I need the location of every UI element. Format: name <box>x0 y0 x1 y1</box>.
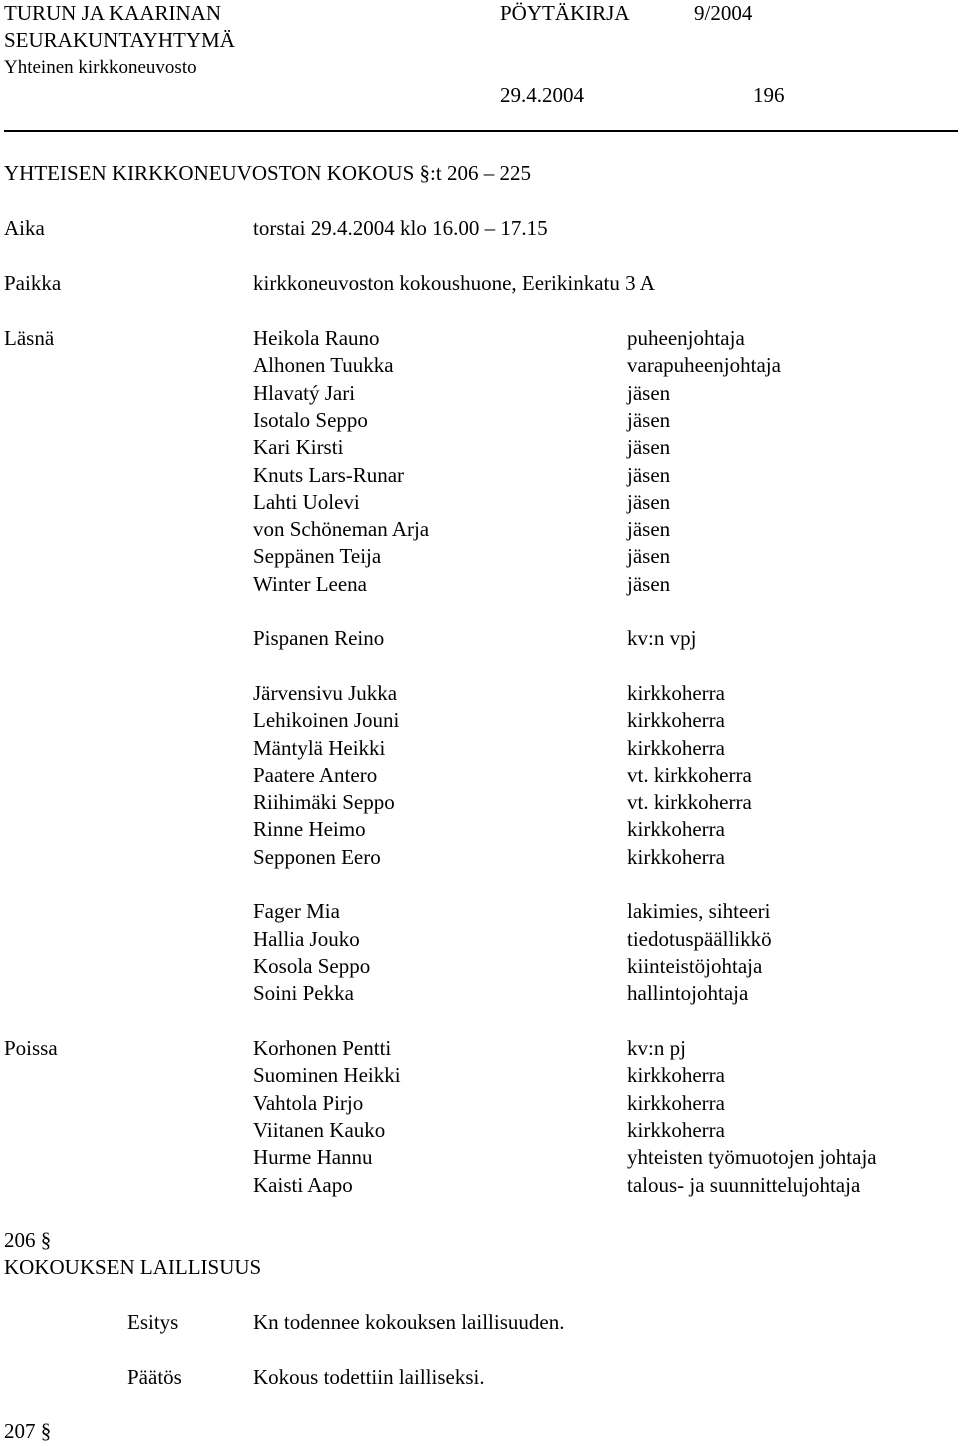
attendee-name: Knuts Lars-Runar <box>253 462 405 487</box>
attendee-name: Rinne Heimo <box>253 817 366 842</box>
attendee-name: Mäntylä Heikki <box>253 735 386 760</box>
attendee-name: von Schöneman Arja <box>253 517 430 542</box>
attendee-name: Riihimäki Seppo <box>253 790 395 815</box>
attendee-role: hallintojohtaja <box>627 981 749 1006</box>
time-label: Aika <box>4 216 45 240</box>
attendee-role: lakimies, sihteeri <box>627 899 771 924</box>
attendee-role: kirkkoherra <box>627 817 725 842</box>
org-body-name: Yhteinen kirkkoneuvosto <box>4 57 197 78</box>
header-divider <box>4 130 958 132</box>
attendee-name: Seppänen Teija <box>253 544 382 569</box>
attendee-role: jäsen <box>627 380 671 405</box>
attendee-name: Soini Pekka <box>253 981 354 1006</box>
attendee-role: jäsen <box>627 435 671 460</box>
absentee-role: kirkkoherra <box>627 1090 725 1115</box>
proposal-text: Kn todennee kokouksen laillisuuden. <box>253 1310 565 1334</box>
attendee-name: Isotalo Seppo <box>253 407 368 432</box>
absentee-role: yhteisten työmuotojen johtaja <box>627 1145 877 1170</box>
attendee-name: Järvensivu Jukka <box>253 680 398 705</box>
attendee-role: kv:n vpj <box>627 626 697 651</box>
attendee-name: Alhonen Tuukka <box>253 353 394 378</box>
attendee-role: vt. kirkkoherra <box>627 762 752 787</box>
attendee-name: Pispanen Reino <box>253 626 385 651</box>
absent-label: Poissa <box>4 1036 58 1060</box>
meeting-title: YHTEISEN KIRKKONEUVOSTON KOKOUS §:t 206 – 225 <box>4 161 531 185</box>
attendee-name: Fager Mia <box>253 899 340 924</box>
attendee-role: puheenjohtaja <box>627 326 745 350</box>
section-number: 206 § <box>4 1228 52 1252</box>
document-number: 9/2004 <box>694 1 753 25</box>
attendee-role: tiedotuspäällikkö <box>627 926 772 951</box>
attendee-role: kiinteistöjohtaja <box>627 953 763 978</box>
absentee-name: Viitanen Kauko <box>253 1117 386 1142</box>
attendee-role: vt. kirkkoherra <box>627 790 752 815</box>
org-name-line1: TURUN JA KAARINAN <box>4 1 222 25</box>
attendee-name: Winter Leena <box>253 571 368 596</box>
absentee-name: Korhonen Pentti <box>253 1036 392 1060</box>
attendee-name: Paatere Antero <box>253 762 378 787</box>
section-number: 207 § <box>4 1419 52 1443</box>
present-label: Läsnä <box>4 326 55 350</box>
decision-label: Päätös <box>127 1365 182 1389</box>
attendee-role: jäsen <box>627 407 671 432</box>
attendee-name: Lehikoinen Jouni <box>253 708 400 733</box>
time-value: torstai 29.4.2004 klo 16.00 – 17.15 <box>253 216 548 240</box>
document-type: PÖYTÄKIRJA <box>500 1 630 25</box>
absentee-name: Vahtola Pirjo <box>253 1090 364 1115</box>
attendee-name: Kari Kirsti <box>253 435 344 460</box>
absentee-role: talous- ja suunnittelujohtaja <box>627 1172 861 1197</box>
attendee-name: Lahti Uolevi <box>253 489 360 514</box>
decision-text: Kokous todettiin lailliseksi. <box>253 1365 485 1389</box>
attendee-role: kirkkoherra <box>627 680 725 705</box>
place-value: kirkkoneuvoston kokoushuone, Eerikinkatu 3 A <box>253 271 655 295</box>
absentee-name: Hurme Hannu <box>253 1145 373 1170</box>
absentee-role: kirkkoherra <box>627 1117 725 1142</box>
place-label: Paikka <box>4 271 62 295</box>
attendee-role: kirkkoherra <box>627 708 725 733</box>
absentee-name: Kaisti Aapo <box>253 1172 353 1197</box>
document-date: 29.4.2004 <box>500 83 584 107</box>
attendee-role: jäsen <box>627 462 671 487</box>
attendee-name: Sepponen Eero <box>253 844 381 869</box>
attendee-role: varapuheenjohtaja <box>627 353 781 378</box>
page-number: 196 <box>753 83 785 107</box>
section-title: KOKOUKSEN LAILLISUUS <box>4 1255 262 1279</box>
attendee-role: kirkkoherra <box>627 844 725 869</box>
attendee-role: kirkkoherra <box>627 735 725 760</box>
org-name-line2: SEURAKUNTAYHTYMÄ <box>4 28 235 52</box>
absentee-role: kv:n pj <box>627 1036 686 1060</box>
attendee-name: Hallia Jouko <box>253 926 360 951</box>
attendee-role: jäsen <box>627 517 671 542</box>
attendee-role: jäsen <box>627 571 671 596</box>
attendee-name: Hlavatý Jari <box>253 380 356 405</box>
proposal-label: Esitys <box>127 1310 179 1334</box>
absentee-role: kirkkoherra <box>627 1063 725 1088</box>
attendee-role: jäsen <box>627 489 671 514</box>
attendee-name: Heikola Rauno <box>253 326 380 350</box>
absentee-name: Suominen Heikki <box>253 1063 401 1088</box>
attendee-role: jäsen <box>627 544 671 569</box>
attendee-name: Kosola Seppo <box>253 953 371 978</box>
